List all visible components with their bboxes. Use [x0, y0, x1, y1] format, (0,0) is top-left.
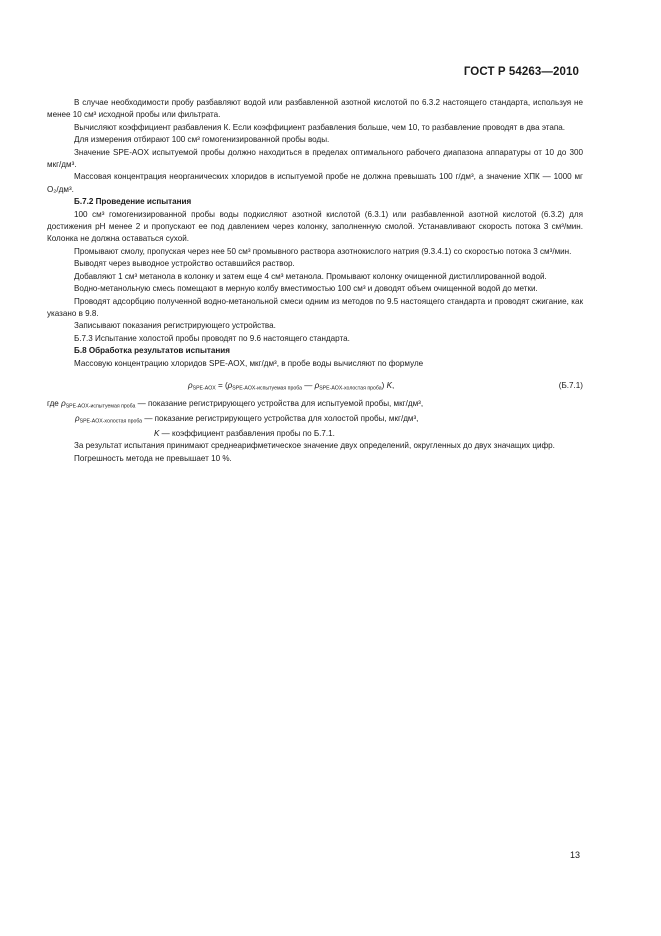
section-heading-b72: Б.7.2 Проведение испытания	[74, 197, 192, 207]
paragraph: Для измерения отбирают 100 см³ гомогенизированной пробы воды.	[74, 135, 330, 145]
paragraph: Б.7.3 Испытание холостой пробы проводят по 9.6 настоящего стандарта.	[74, 333, 350, 343]
paragraph: Записывают показания регистрирующего устройства.	[74, 321, 276, 331]
formula-number: (Б.7.1)	[558, 380, 583, 390]
paragraph: В случае необходимости пробу разбавляют водой или разбавленной азотной кислотой по 6.3.2 настоящего стандарта, используя не менее 10 см³ исходной пробы или фильтрата.	[47, 98, 583, 120]
paragraph: За результат испытания принимают среднеарифметическое значение двух определений, округленных до двух значащих цифр.	[74, 441, 555, 451]
paragraph: 100 см³ гомогенизированной пробы воды подкисляют азотной кислотой (6.3.1) или разбавленной азотной кислотой (6.3.2) для достижения рН менее 2 и пропускают ее под давлением через колонку, заполненную смолой. Устанавливают скорость потока 3 см³/мин. Колонка не должна оставаться сухой.	[47, 209, 583, 244]
paragraph: Массовая концентрация неорганических хлоридов в испытуемой пробе не должна превышать 100 г/дм³, а значение ХПК — 1000 мг О₂/дм³.	[47, 172, 583, 194]
paragraph: Погрешность метода не превышает 10 %.	[74, 453, 232, 463]
paragraph-formula-intro: Массовую концентрацию хлоридов SPE-AOX, мкг/дм³, в пробе воды вычисляют по формуле	[74, 358, 424, 368]
paragraph: Значение SPE-AOX испытуемой пробы должно находиться в пределах оптимального рабочего диапазона аппаратуры от 10 до 300 мкг/дм³.	[47, 147, 583, 170]
where-item: $\rho_{SPE-AOX-холостая проба}$ — показание регистрирующего устройства для холостой пробы, мкг/дм³,	[75, 413, 419, 425]
document-code: ГОСТ Р 54263—2010	[463, 66, 579, 78]
where-item: где $\rho_{SPE-AOX-испытуемая проба}$ — показание регистрирующего устройства для испытуемой пробы, мкг/дм³,	[47, 398, 424, 410]
formula-b71: $\rho_{SPE-AOX} = (\rho_{SPE-AOX-испытуемая проба}$ — $\rho_{SPE-AOX-холостая проба}$) K,	[188, 380, 395, 392]
document-body	[47, 97, 583, 465]
formula-row	[47, 373, 583, 398]
paragraph: Проводят адсорбцию полученной водно-метанольной смеси одним из методов по 9.5 настоящего стандарта и проводят сжигание, как указано в 9.8.	[47, 296, 583, 318]
paragraph: Выводят через выводное устройство оставшийся раствор.	[74, 259, 295, 269]
page-number: 13	[569, 850, 580, 860]
paragraph: Вычисляют коэффициент разбавления К. Если коэффициент разбавления больше, чем 10, то разбавление проводят в два этапа.	[74, 122, 566, 132]
where-item: K — коэффициент разбавления пробы по Б.7.1.	[154, 428, 335, 438]
paragraph: Промывают смолу, пропуская через нее 50 см³ промывного раствора азотнокислого натрия (9.3.4.1) со скоростью потока 3 см³/мин.	[74, 246, 572, 256]
section-heading-b8: Б.8 Обработка результатов испытания	[74, 346, 230, 356]
paragraph: Добавляют 1 см³ метанола в колонку и затем еще 4 см³ метанола. Промывают колонку очищенной дистиллированной водой.	[74, 271, 547, 281]
paragraph: Водно-метанольную смесь помещают в мерную колбу вместимостью 100 см³ и доводят объем очищенной водой до метки.	[74, 284, 538, 294]
